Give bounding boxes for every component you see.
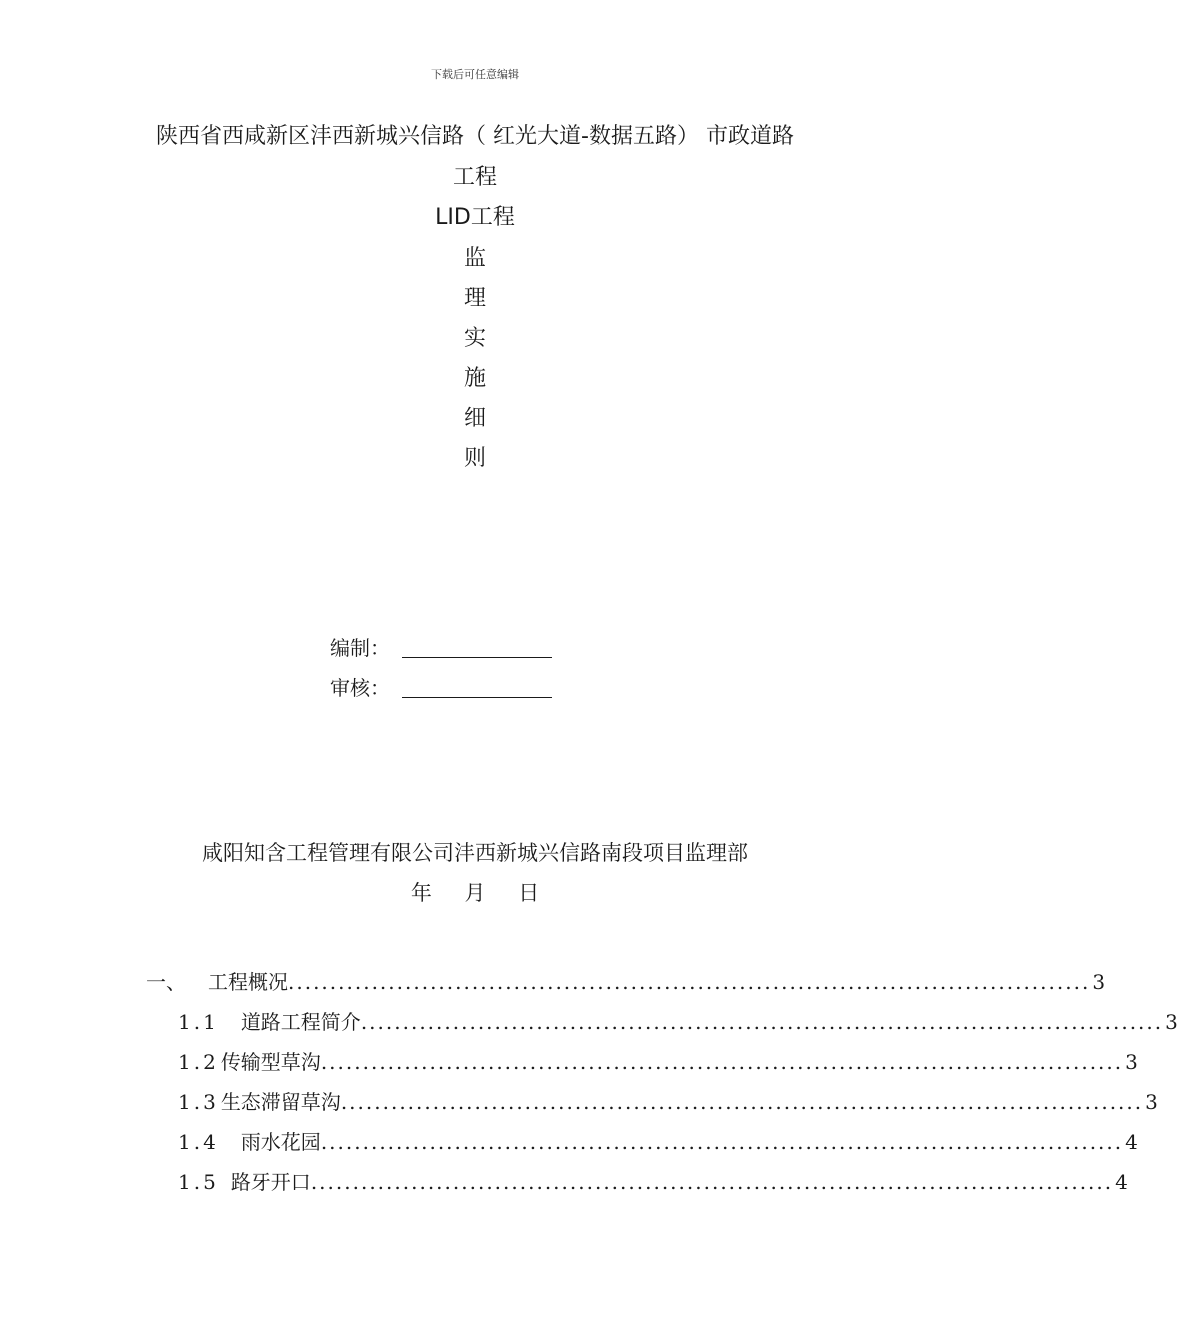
date-month: 月 [464, 881, 486, 905]
toc-entry-number: 1.4 [178, 1130, 219, 1154]
toc-entry-title: 传输型草沟 [220, 1050, 321, 1074]
toc-entry-number: 1.5 [178, 1170, 219, 1194]
toc-leader-dots: ................................................................................................ [320, 1130, 1124, 1154]
vertical-title-char: 理 [463, 286, 486, 311]
company-name: 咸阳知含工程管理有限公司沣西新城兴信路南段项目监理部 [202, 841, 748, 865]
compiled-by-blank [402, 637, 552, 658]
toc-entry-page: 3 [1092, 970, 1106, 994]
toc-entry-page: 4 [1125, 1130, 1138, 1154]
toc-leader-dots: ................................................................................................ [320, 1050, 1124, 1074]
toc-entry-page: 4 [1115, 1170, 1128, 1194]
toc-entry-title: 生态滞留草沟 [220, 1090, 341, 1114]
document-title-line2: 工程 [452, 165, 497, 190]
compiled-by-row [330, 634, 552, 662]
reviewed-by-blank [402, 677, 552, 698]
toc-entry-title: 道路工程简介 [240, 1010, 361, 1034]
compiled-by-label: 编制： [330, 636, 390, 660]
toc-leader-dots: ................................................................................................ [288, 970, 1091, 994]
header-note: 下载后可任意编辑 [431, 68, 519, 81]
vertical-title-char: 实 [463, 326, 486, 351]
reviewed-by-label: 审核： [330, 676, 390, 700]
toc-entry[interactable] [178, 1128, 1138, 1156]
toc-entry[interactable] [178, 1008, 1178, 1036]
toc-leader-dots: ................................................................................................ [310, 1170, 1114, 1194]
toc-entry-title: 工程概况 [208, 970, 288, 994]
toc-leader-dots: ................................................................................................ [340, 1090, 1144, 1114]
date-line [0, 878, 950, 908]
vertical-title-char: 施 [463, 366, 486, 391]
toc-entry-number: 1.1 [178, 1010, 219, 1034]
toc-entry[interactable] [178, 1168, 1128, 1196]
toc-entry-number: 1.3 [178, 1090, 219, 1114]
date-year: 年 [410, 881, 432, 905]
vertical-title-char: 则 [463, 446, 486, 471]
toc-leader-dots: ................................................................................................ [360, 1010, 1164, 1034]
toc-entry[interactable] [146, 968, 1106, 996]
document-title-line3: LID工程 [435, 205, 515, 230]
toc-entry-title: 路牙开口 [230, 1170, 311, 1194]
toc-entry[interactable] [178, 1088, 1158, 1116]
vertical-title-char: 细 [463, 406, 486, 431]
document-title-line1: 陕西省西咸新区沣西新城兴信路（ 红光大道-数据五路） 市政道路 [156, 124, 794, 149]
date-day: 日 [518, 881, 540, 905]
toc-entry-number: 1.2 [178, 1050, 219, 1074]
reviewed-by-row [330, 674, 552, 702]
toc-entry-title: 雨水花园 [240, 1130, 321, 1154]
toc-entry-page: 3 [1145, 1090, 1158, 1114]
toc-entry-number: 一、 [146, 970, 186, 994]
toc-entry[interactable] [178, 1048, 1138, 1076]
toc-entry-page: 3 [1165, 1010, 1178, 1034]
toc-entry-page: 3 [1125, 1050, 1138, 1074]
vertical-title-char: 监 [463, 246, 486, 271]
